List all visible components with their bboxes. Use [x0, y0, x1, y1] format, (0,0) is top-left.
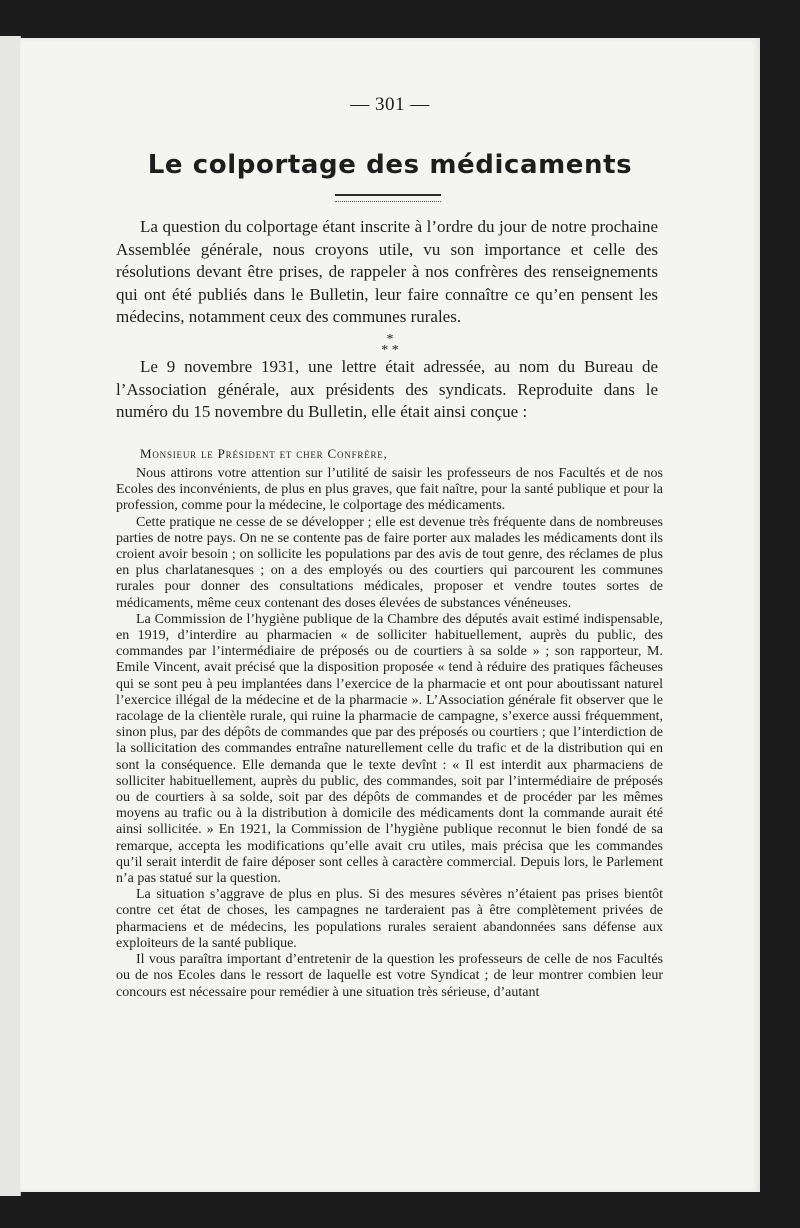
letter-body [116, 466, 663, 1001]
letter-paragraph: La Commission de l’hygiène publique de la Chambre des députés avait estimé indispensable, en 1919, d’interdire au pharmacien « de solliciter habituellement, auprès du public, des commandes par l’intermédiaire de préposés ou de courtiers à sa solde » ; son rapporteur, M. Emile Vincent, avait précisé que la disposition proposée « tend à réduire des pratiques fâcheuses qui se sont peu à peu implantées dans l’exercice de la pharmacie et ont pour aboutissant naturel l’exercice illégal de la médecine et de la pharmacie ». L’Association générale fit observer que le racolage de la clientèle rurale, qui ruine la pharmacie de campagne, s’exerce aussi fréquemment, sinon plus, par des dépôts de commandes que par des préposés ou courtiers ; que l’interdiction de la sollicitation des commandes entraîne naturellement celle du trafic et de la distribution qui en sont la conséquence. Elle demanda que le texte devînt : « Il est interdit aux pharmaciens de solliciter habituellement, auprès du public, des commandes, soit par l’intermédiaire de préposés ou de courtiers à sa solde, soit par des dépôts de commandes et de procéder par les mêmes moyens au trafic ou à la distribution à domicile des médicaments dont la commande aurait été ainsi sollicitée. » En 1921, la Commission de l’hygiène publique reconnut le bien fondé de sa remarque, accepta les modifications qu’elle avait cru utiles, mais précisa que les commandes qu’il serait interdit de faire déposer sont celles à caractère commercial. Depuis lors, le Parlement n’a pas statué sur la question. [116, 611, 663, 887]
page-number: — 301 — [350, 94, 430, 115]
letter-salutation: Monsieur le Président et cher Confrère, [140, 446, 388, 461]
asterism-bottom: * * [381, 343, 399, 358]
page-title: Le colportage des médicaments [147, 150, 633, 180]
letter-paragraph: Il vous paraîtra important d’entretenir de la question les professeurs de celle de nos Facultés ou de nos Ecoles dans le ressort de laquelle est votre Syndicat ; de leur montrer combien leur concours est nécessaire pour remédier à une situation très sérieuse, d’autant [116, 952, 663, 1000]
document-page [20, 38, 760, 1192]
asterism-separator [20, 334, 760, 356]
previous-page-edge [0, 36, 21, 1196]
letter-paragraph: Nous attirons votre attention sur l’utilité de saisir les professeurs de nos Facultés et de nos Ecoles des inconvénients, de plus en plus graves, que fait naître, pour la santé publique et pour la profession, comme pour la médecine, le colportage des médicaments. [116, 466, 663, 514]
title-underline [335, 194, 441, 202]
asterism-top: * [386, 332, 394, 347]
letter-context-paragraph: Le 9 novembre 1931, une lettre était adressée, au nom du Bureau de l’Association générale, aux présidents des syndicats. Reproduite dans le numéro du 15 novembre du Bulletin, elle était ainsi conçue : [116, 357, 658, 421]
letter-paragraph: Cette pratique ne cesse de se développer ; elle est devenue très fréquente dans de nombreuses parties de notre pays. On ne se contente pas de faire porter aux malades les médicaments dont ils croient avoir besoin ; on sollicite les populations par des avis de tout genre, des réclames de plus en plus charlatanesques ; on a des employés ou des courtiers qui parcourent les communes rurales pour donner des consultations médicales, proposer et vendre toutes sortes de médicaments, même ceux contenant des doses élevées de substances vénéneuses. [116, 514, 663, 611]
intro-paragraph: La question du colportage étant inscrite à l’ordre du jour de notre prochaine Assemblée générale, nous croyons utile, vu son importance et celle des résolutions devant être prises, de rappeler à nos confrères des renseignements qui ont été publiés dans le Bulletin, leur faire connaître ce qu’en pensent les médecins, notamment ceux des communes rurales. [116, 217, 658, 326]
letter-paragraph: La situation s’aggrave de plus en plus. Si des mesures sévères n’étaient pas prises bientôt contre cet état de choses, les campagnes ne tarderaient pas à être complètement privées de pharmaciens et de médecins, les populations rurales seraient abandonnées sans défense aux exploiteurs de la santé publique. [116, 887, 663, 951]
